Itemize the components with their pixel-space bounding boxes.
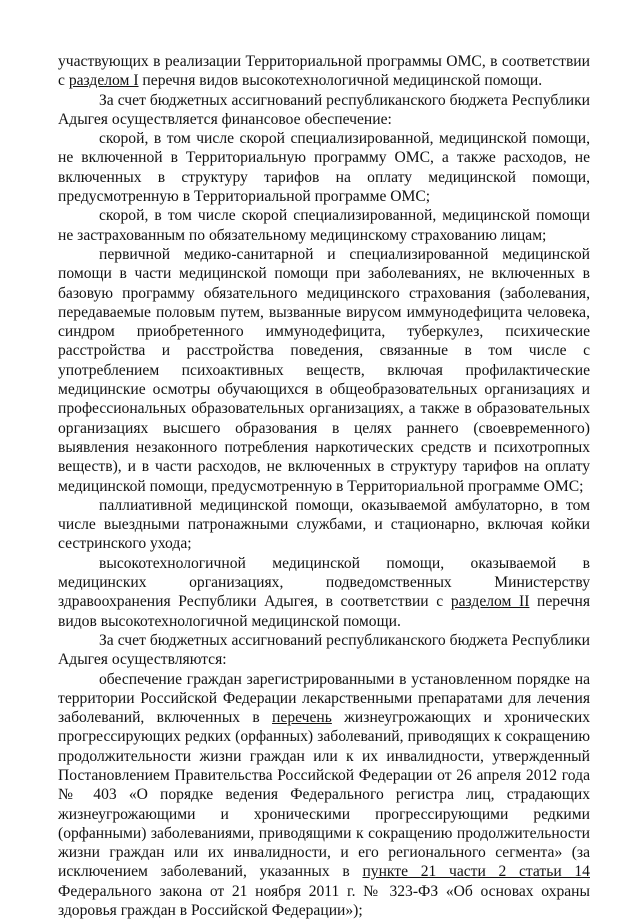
paragraph-text: высокотехнологичной медицинской помощи, оказываемой в медицинских организациях, подведомственных Министерству здравоохранения Республики Адыгея, в соответствии с [58,555,590,611]
document-link[interactable]: перечень [272,709,332,726]
paragraph-text: скорой, в том числе скорой специализированной, медицинской помощи не застрахованным по обязательному медицинскому страхованию лицам; [58,207,590,243]
paragraph [58,496,590,554]
paragraph-text: За счет бюджетных ассигнований республиканского бюджета Республики Адыгея осуществляются: [58,632,590,668]
paragraph [58,129,590,206]
paragraph-text: первичной медико-санитарной и специализированной медицинской помощи в части медицинской помощи при заболеваниях, не включенных в базовую программу обязательного медицинского страхования (заболевания, передаваемые половым путем, вызванные вирусом иммунодефицита человека, синдром приобретенного иммунодефицита, туберкулез, психические расстройства и расстройства поведения, связанные в том числе с употреблением психоактивных веществ, включая профилактические медицинские осмотры обучающихся в общеобразовательных организациях и профессиональных образовательных организациях, а также в образовательных организациях высшего образования в целях раннего (своевременного) выявления незаконного потребления наркотических средств и психотропных веществ), и в части расходов, не включенных в структуру тарифов на оплату медицинской помощи, предусмотренную в Территориальной программе ОМС; [58,246,590,495]
paragraph-text: За счет бюджетных ассигнований республиканского бюджета Республики Адыгея осуществляется финансовое обеспечение: [58,92,590,128]
document-page [58,52,590,920]
paragraph [58,91,590,130]
paragraph [58,52,590,91]
document-link[interactable]: разделом I [69,72,139,89]
document-link[interactable]: разделом II [451,593,530,610]
paragraph-text: участвующих в реализации Территориальной программы ОМС, в соответствии с [58,53,590,89]
paragraph-text: обеспечение граждан зарегистрированными в установленном порядке на территории Российской Федерации лекарственными препаратами для лечения заболеваний, включенных в [58,671,590,727]
paragraph-text: паллиативной медицинской помощи, оказываемой амбулаторно, в том числе выездными патронажными службами, и стационарно, включая койки сестринского ухода; [58,497,590,553]
paragraph-text: перечня видов высокотехнологичной медицинской помощи. [139,72,543,89]
paragraph-text: Федерального закона от 21 ноября 2011 г. № 323-ФЗ «Об основах охраны здоровья граждан в Российской Федерации»); [58,883,590,919]
paragraph [58,631,590,670]
paragraph [58,554,590,631]
paragraph-text: жизнеугрожающих и хронических прогрессирующих редких (орфанных) заболеваний, приводящих к сокращению продолжительности жизни граждан или к их инвалидности, утвержденный Постановлением Правительства Российской Федерации от 26 апреля 2012 года № 403 «О порядке ведения Федерального регистра лиц, страдающих жизнеугрожающими и хроническими прогрессирующими редкими (орфанными) заболеваниями, приводящими к сокращению продолжительности жизни граждан или их инвалидности, и его регионального сегмента» (за исключением заболеваний, указанных в [58,709,590,880]
paragraph-text: скорой, в том числе скорой специализированной, медицинской помощи, не включенной в Территориальную программу ОМС, а также расходов, не включенных в структуру тарифов на оплату медицинской помощи, предусмотренную в Территориальной программе ОМС; [58,130,590,205]
paragraph-text: перечня видов высокотехнологичной медицинской помощи. [58,593,590,629]
paragraph [58,670,590,920]
paragraph [58,206,590,245]
document-link[interactable]: пункте 21 части 2 статьи 14 [362,863,590,880]
paragraph [58,245,590,496]
